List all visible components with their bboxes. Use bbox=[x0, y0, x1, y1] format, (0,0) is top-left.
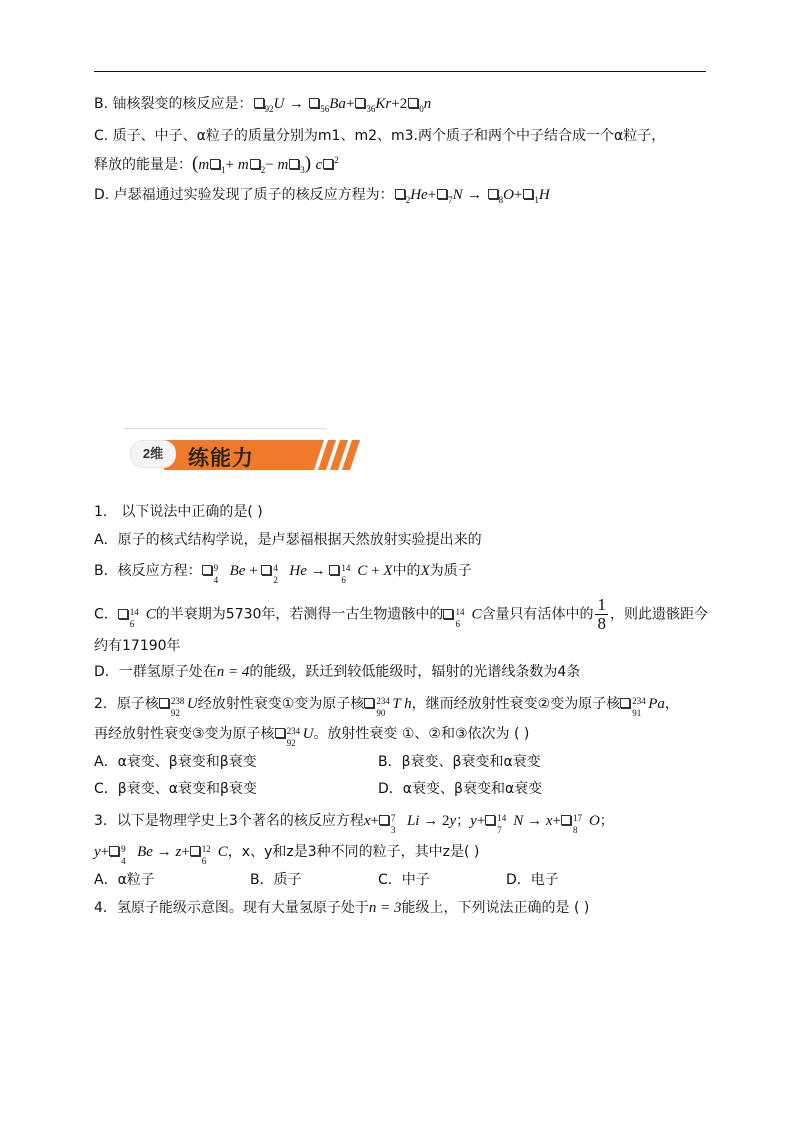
q1-option-d: D．一群氢原子处在n = 4的能级，跃迁到较低能级时，辐射的光谱线条数为4条 bbox=[94, 664, 581, 680]
q2-option-a: A．α衰变、β衰变和β衰变 bbox=[94, 754, 257, 770]
q3-option-d: D．电子 bbox=[506, 872, 559, 888]
header-rule bbox=[94, 71, 706, 72]
section-title: 练能力 bbox=[188, 446, 254, 470]
q4-stem: 4．氢原子能级示意图。现有大量氢原子处于n = 3能级上，下列说法正确的是 ( ) bbox=[94, 900, 590, 916]
q1-option-c: C． 14 6 C的半衰期为5730年，若测得一古生物遗骸中的 14 6 C含量只有活体中的 $\frac{1}{8}$ ，则此遗骸距今 bbox=[94, 595, 708, 633]
q1-option-b: B．核反应方程： 9 4 Be + 4 2 He → 14 6 C + X中的X为质子 bbox=[94, 563, 472, 585]
prev-option-b: B. 铀核裂变的核反应是： $_{92}$U → $_{56}$Ba+ $_{36}$Kr+2 $_0$n bbox=[94, 96, 432, 114]
banner-badge: 2维 bbox=[130, 440, 176, 468]
q1-stem: 1． 以下说法中正确的是( ) bbox=[94, 504, 263, 520]
q2-option-b: B．β衰变、β衰变和α衰变 bbox=[378, 754, 541, 770]
banner-top-line bbox=[124, 428, 326, 429]
q2-option-d: D．α衰变、β衰变和α衰变 bbox=[378, 781, 543, 797]
q3-option-c: C．中子 bbox=[378, 872, 430, 888]
prev-option-c-line1: C. 质子、中子、α粒子的质量分别为m1、m2、m3.两个质子和两个中子结合成一个α粒子， bbox=[94, 128, 666, 144]
prev-option-c-line2: 释放的能量是：(m $_1$+ m $_2$− m $_3$) c $^2$ bbox=[94, 153, 339, 175]
fraction-one-eighth: $\frac{1}{8}$ bbox=[597, 595, 606, 633]
q1-option-c-line2: 约有17190年 bbox=[94, 638, 181, 654]
section-banner bbox=[124, 428, 326, 472]
q3-option-a: A．α粒子 bbox=[94, 872, 155, 888]
q2-stem-line1: 2．原子核 238 92 U经放射性衰变①变为原子核 234 90 T h，继而经放射性衰变②变为原子核 234 91 Pa， bbox=[94, 696, 679, 718]
q3-option-b: B．质子 bbox=[250, 872, 302, 888]
q2-option-c: C．β衰变、α衰变和β衰变 bbox=[94, 781, 257, 797]
q2-stem-line2: 再经放射性衰变③变为原子核 234 92 U。放射性衰变 ①、②和③依次为 ( ) bbox=[94, 726, 530, 748]
q1-option-a: A．原子的核式结构学说，是卢瑟福根据天然放射实验提出来的 bbox=[94, 532, 482, 548]
q3-stem-line1: 3．以下是物理学史上3个著名的核反应方程x+ 7 3 Li → 2y；y+ 14 7 N → x+ 17 8 O； bbox=[94, 813, 614, 835]
prev-option-d: D. 卢瑟福通过实验发现了质子的核反应方程为： $_2$He+ $_7$N → $_8$O+ $_1$H bbox=[94, 187, 550, 205]
q3-stem-line2: y+ 9 4 Be → z+ 12 6 C，x、y和z是3种不同的粒子，其中z是( ) bbox=[94, 844, 480, 866]
